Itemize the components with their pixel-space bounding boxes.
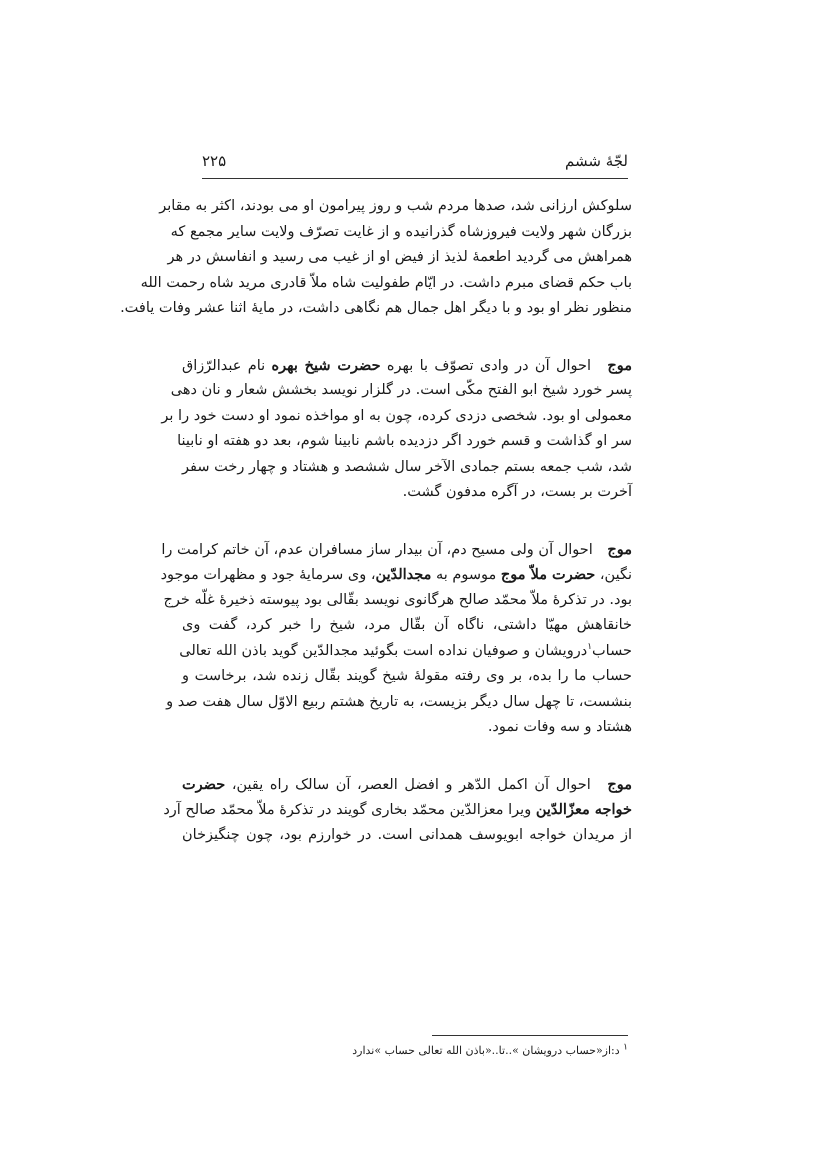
- entry-keyword: موج: [607, 540, 632, 558]
- footnote-text: د:از«حساب درویشان »..تا..«باذن الله تعالی حساب »ندارد: [352, 1044, 620, 1057]
- footnote: [300, 1043, 628, 1059]
- paragraph-3: [160, 537, 632, 741]
- text-line: پسر خورد شیخ ابو الفتح مکّی است. در گلزار نویسد بخشش شعار و نان دهی: [170, 382, 632, 398]
- text-span: درویشان و صوفیان نداده است بگوئید مجدالدّین گوید باذن الله تعالی: [179, 642, 588, 659]
- bold-title: مجدالدّین: [375, 566, 432, 583]
- bold-title: حضرت شیخ بهره: [271, 356, 381, 374]
- chapter-title: لجّهٔ ششم: [565, 152, 628, 170]
- text-line: حساب ما را بده، بر وی رفته مقولهٔ شیخ گویند بقّال زنده شد، برخاست و: [182, 668, 632, 684]
- paragraph-1: [120, 194, 632, 322]
- text-span: موسوم به: [436, 567, 497, 583]
- text-line: باب حکم قضای مبرم داشت. در ایّام طفولیت شاه ملاّ قادری مرید شاه رحمت الله: [140, 274, 632, 291]
- footnote-number: ۱: [623, 1042, 628, 1053]
- paragraph-4: [163, 772, 632, 849]
- text-span: نام عبدالرّزاق: [182, 357, 266, 374]
- footnote-marker[interactable]: ۱: [587, 641, 593, 652]
- text-line: آخرت بر بست، در آگره مدفون گشت.: [402, 484, 632, 500]
- bold-title: حضرت ملاّ موج: [500, 566, 596, 583]
- text-line: هشتاد و سه وفات نمود.: [487, 719, 632, 735]
- text-span: ، وی سرمایهٔ جود و مظهرات موجود: [160, 567, 376, 583]
- entry-keyword: موج: [607, 356, 633, 374]
- text-line: [163, 797, 632, 823]
- text-span: ویرا معزالدّین محمّد بخاری گویند در تذکرهٔ ملاّ محمّد صالح آرد: [163, 802, 532, 818]
- running-header: [202, 150, 628, 176]
- page-number: ۲۲۵: [202, 152, 227, 170]
- text-line: سلوکش ارزانی شد، صدها مردم شب و روز پیرامون او می بودند، اکثر به مقابر: [159, 198, 632, 214]
- text-span: احوال آن ولی مسیح دم، آن بیدار ساز مسافران عدم، آن خاتم کرامت را: [161, 541, 593, 558]
- text-span: احوال آن اکمل الدّهر و افضل العصر، آن سالک راه یقین،: [231, 776, 591, 793]
- text-line: [160, 562, 632, 588]
- text-line: همراهش می گردید اطعمهٔ لذیذ از فیض او از غیب می رسید و انفاسش در هر: [167, 249, 632, 265]
- text-line: شد، شب جمعه بستم جمادی الآخر سال ششصد و هشتاد و چهار رخت سفر: [182, 458, 632, 475]
- text-line: [182, 772, 632, 798]
- body-text: [120, 194, 633, 879]
- text-span: حساب: [592, 642, 632, 659]
- text-line: معمولی او بود. شخصی دزدی کرده، چون به او مواخذه نمود او دست خود را بر: [161, 407, 632, 424]
- entry-keyword: موج: [607, 775, 632, 793]
- text-span: نگین،: [599, 567, 632, 583]
- footnote-rule: [432, 1035, 628, 1036]
- text-line: [179, 639, 632, 665]
- text-line: سر او گذاشت و قسم خورد اگر دزدیده باشم نابینا شوم، بعد دو هفته او نابینا: [177, 433, 632, 449]
- text-line: [182, 353, 632, 379]
- text-line: [161, 537, 632, 563]
- paragraph-2: [161, 353, 633, 506]
- text-span: احوال آن در وادی تصوّف با بهره: [386, 357, 592, 374]
- text-line: منظور نظر او بود و با دیگر اهل جمال هم نگاهی داشت، در مایهٔ اثنا عشر وفات یافت.: [120, 300, 632, 316]
- text-line: از مریدان خواجه ابویوسف همدانی است. در خوارزم بود، چون چنگیزخان: [182, 826, 632, 843]
- bold-title: حضرت: [182, 775, 226, 793]
- text-line: بود. در تذکرهٔ ملاّ محمّد صالح هرگانوی نویسد بقّالی بود پیوسته ذخیرهٔ غلّه خرج: [163, 591, 632, 608]
- text-line: بنشست، تا چهل سال دیگر بزیست، به تاریخ هشتم ربیع الاوّل سال هفت صد و: [166, 693, 632, 710]
- header-rule: [202, 178, 628, 179]
- text-line: بزرگان شهر ولایت فیروزشاه گذرانیده و از غایت تصرّف ولایت سایر مجمع که: [170, 223, 632, 240]
- text-line: خانقاهش مهیّا داشتی، ناگاه آن بقّال مرد، شیخ را خبر کرد، گفت وی: [182, 617, 632, 633]
- bold-title: خواجه معزّالدّین: [535, 801, 632, 818]
